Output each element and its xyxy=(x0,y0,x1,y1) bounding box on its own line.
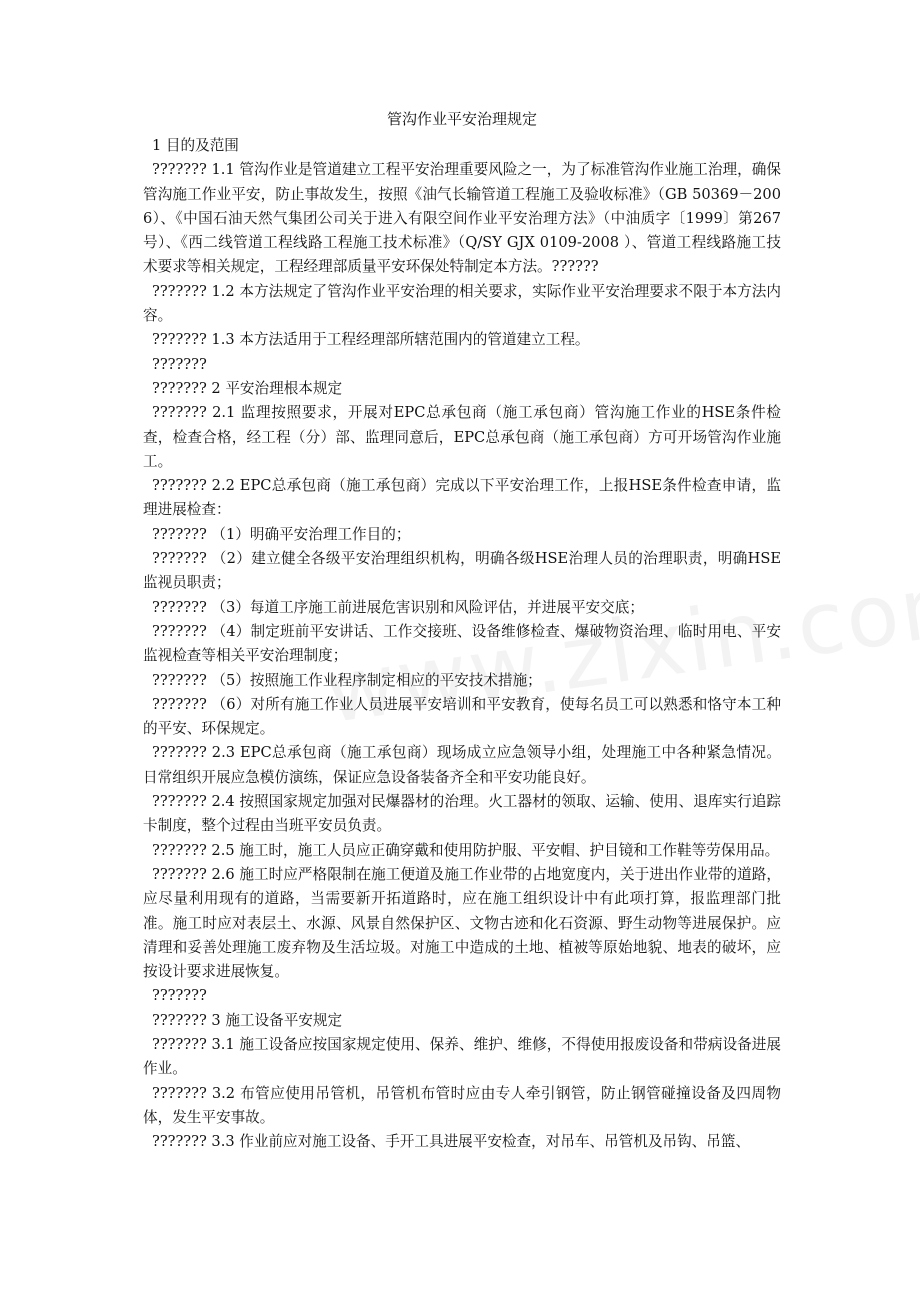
section-heading: ??????? 2 平安治理根本规定 xyxy=(152,379,343,397)
paragraph: ??????? 1.3 本方法适用于工程经理部所辖范围内的管道建立工程。 xyxy=(152,331,590,349)
document-title: 管沟作业平安治理规定 xyxy=(386,110,537,128)
paragraph: ??????? xyxy=(152,355,207,373)
paragraph: ??????? 2.4 按照国家规定加强对民爆器材的治理。火工器材的领取、运输、使用、退库实行追踪卡制度，整个过程由当班平安员负责。 xyxy=(143,793,781,835)
paragraph: ??????? 2.5 施工时，施工人员应正确穿戴和使用防护服、平安帽、护目镜和工作鞋等劳保用品。 xyxy=(152,841,780,859)
paragraph: ??????? 3.2 布管应使用吊管机，吊管机布管时应由专人牵引钢管，防止钢管碰撞设备及四周物体，发生平安事故。 xyxy=(143,1084,781,1126)
paragraph: ??????? 3.1 施工设备应按国家规定使用、保养、维护、维修，不得使用报废设备和带病设备进展作业。 xyxy=(143,1035,781,1078)
list-item: ??????? （6）对所有施工作业人员进展平安培训和平安教育，使每名员工可以熟悉和恪守本工种的平安、环保规定。 xyxy=(143,695,781,738)
paragraph: ??????? 2.6 施工时应严格限制在施工便道及施工作业带的占地宽度内，关于进出作业带的道路，应尽量利用现有的道路，当需要新开拓道路时，应在施工组织设计中有此项打算，报监理部门批准。施工时应对表层土、水源、风景自然保护区、文物古迹和化石资源、野生动物等进展保护。应清理和妥善处理施工废弃物及生活垃圾。对施工中造成的土地、植被等原始地貌、地表的破坏，应按设计要求进展恢复。 xyxy=(143,865,781,981)
paragraph: ??????? 2.1 监理按照要求，开展对EPC总承包商（施工承包商）管沟施工作业的HSE条件检查，检查合格，经工程（分）部、监理同意后，EPC总承包商（施工承包商）方可开场管沟作业施工。 xyxy=(143,404,781,470)
paragraph: ??????? 2.3 EPC总承包商（施工承包商）现场成立应急领导小组，处理施工中各种紧急情况。日常组织开展应急模仿演练，保证应急设备装备齐全和平安功能良好。 xyxy=(143,744,781,786)
list-item: ??????? （3）每道工序施工前进展危害识别和风险评估，并进展平安交底； xyxy=(152,598,644,616)
paragraph: ??????? 2.2 EPC总承包商（施工承包商）完成以下平安治理工作，上报HSE条件检查申请，监理进展检查： xyxy=(143,477,781,519)
paragraph: ??????? 1.2 本方法规定了管沟作业平安治理的相关要求，实际作业平安治理要求不限于本方法内容。 xyxy=(143,282,781,325)
list-item: ??????? （2）建立健全各级平安治理组织机构，明确各级HSE治理人员的治理职责，明确HSE监视员职责； xyxy=(143,550,781,592)
list-item: ??????? （4）制定班前平安讲话、工作交接班、设备维修检查、爆破物资治理、临时用电、平安监视检查等相关平安治理制度； xyxy=(143,622,781,665)
paragraph: ??????? xyxy=(152,987,207,1005)
paragraph: ??????? 3.3 作业前应对施工设备、手开工具进展平安检查，对吊车、吊管机及吊钩、吊篮、 xyxy=(152,1133,751,1151)
list-item: ??????? （1）明确平安治理工作目的； xyxy=(152,525,411,543)
document-body xyxy=(143,134,781,1154)
list-item: ??????? （5）按照施工作业程序制定相应的平安技术措施； xyxy=(152,671,542,689)
paragraph: 1 目的及范围 xyxy=(152,137,239,154)
section-heading: ??????? 3 施工设备平安规定 xyxy=(152,1011,343,1029)
document-page xyxy=(143,104,781,1154)
paragraph: ??????? 1.1 管沟作业是管道建立工程平安治理重要风险之一，为了标准管沟作业施工治理，确保管沟施工作业平安，防止事故发生，按照《油气长输管道工程施工及验收标准》（GB 50369－2006）、《中国石油天然气集团公司关于进入有限空间作业平安治理方法》（中油质字〔1999〕第267号）、《西二线管道工程线路工程施工技术标准》（Q/SY GJX 0109-2008 ）、管道工程线路施工技术要求等相关规定，工程经理部质量平安环保处特制定本方法。?????? xyxy=(143,161,781,276)
